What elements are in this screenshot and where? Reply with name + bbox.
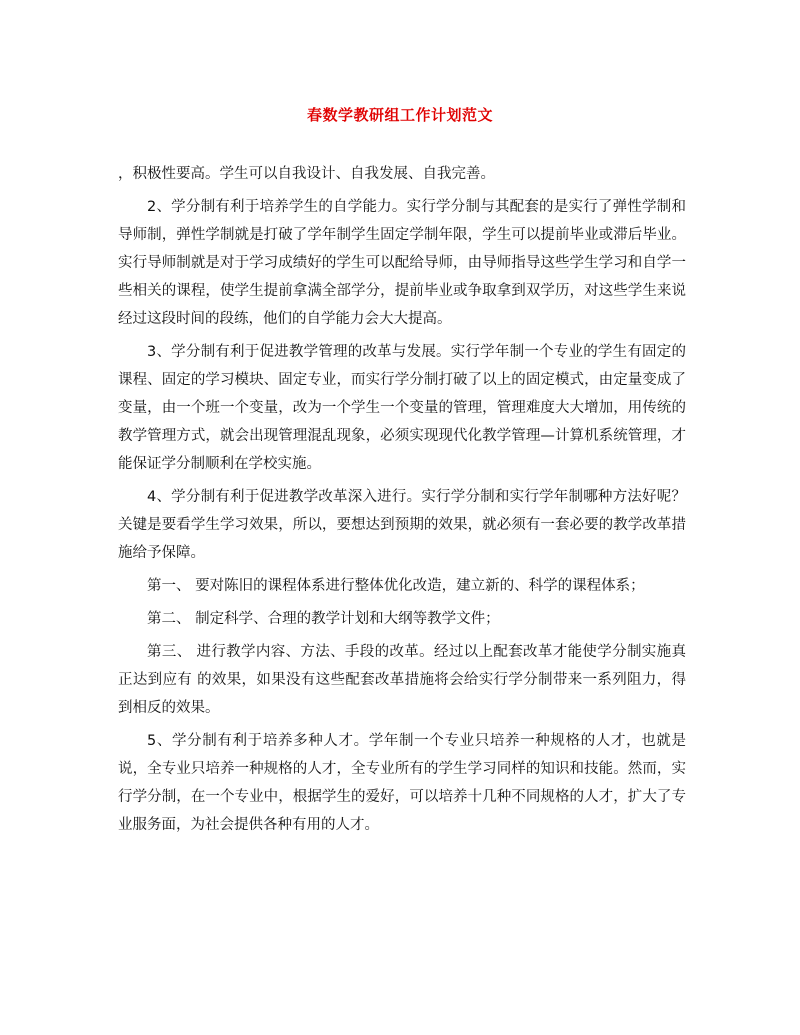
paragraph-point-4: 4、学分制有利于促进教学改革深入进行。实行学分制和实行学年制哪种方法好呢？关键是要看学生学习效果，所以，要想达到预期的效果，就必须有一套必要的教学改革措施给予保障。 xyxy=(118,489,686,561)
paragraph-continuation: ，积极性要高。学生可以自我设计、自我发展、自我完善。 xyxy=(118,166,495,182)
paragraph-measure-3: 第三、 进行教学内容、方法、手段的改革。经过以上配套改革才能使学分制实施真正达到应有 的效果，如果没有这些配套改革措施将会给实行学分制带来一系列阻力，得到相反的效果。 xyxy=(118,644,686,716)
paragraph-measure-1: 第一、 要对陈旧的课程体系进行整体优化改造，建立新的、科学的课程体系； xyxy=(147,578,645,594)
paragraph-measure-2: 第二、 制定科学、合理的教学计划和大纲等教学文件； xyxy=(147,611,500,627)
document-body xyxy=(118,160,686,844)
document-title: 春数学教研组工作计划范文 xyxy=(306,106,493,124)
paragraph-point-5: 5、学分制有利于培养多种人才。学年制一个专业只培养一种规格的人才，也就是说，全专业只培养一种规格的人才，全专业所有的学生学习同样的知识和技能。然而，实行学分制，在一个专业中，根据学生的爱好，可以培养十几种不同规格的人才，扩大了专业服务面，为社会提供各种有用的人才。 xyxy=(118,733,686,833)
paragraph-point-3: 3、学分制有利于促进教学管理的改革与发展。实行学年制一个专业的学生有固定的课程、固定的学习模块、固定专业，而实行学分制打破了以上的固定模式，由定量变成了变量，由一个班一个变量，改为一个学生一个变量的管理，管理难度大大增加，用传统的教学管理方式，就会出现管理混乱现象，必须实现现代化教学管理—计算机系统管理，才能保证学分制顺利在学校实施。 xyxy=(118,344,686,472)
paragraph-point-2: 2、学分制有利于培养学生的自学能力。实行学分制与其配套的是实行了弹性学制和导师制，弹性学制就是打破了学年制学生固定学制年限，学生可以提前毕业或滞后毕业。实行导师制就是对于学习成绩好的学生可以配给导师，由导师指导这些学生学习和自学一些相关的课程，使学生提前拿满全部学分，提前毕业或争取拿到双学历，对这些学生来说经过这段时间的段练，他们的自学能力会大大提高。 xyxy=(118,199,686,327)
